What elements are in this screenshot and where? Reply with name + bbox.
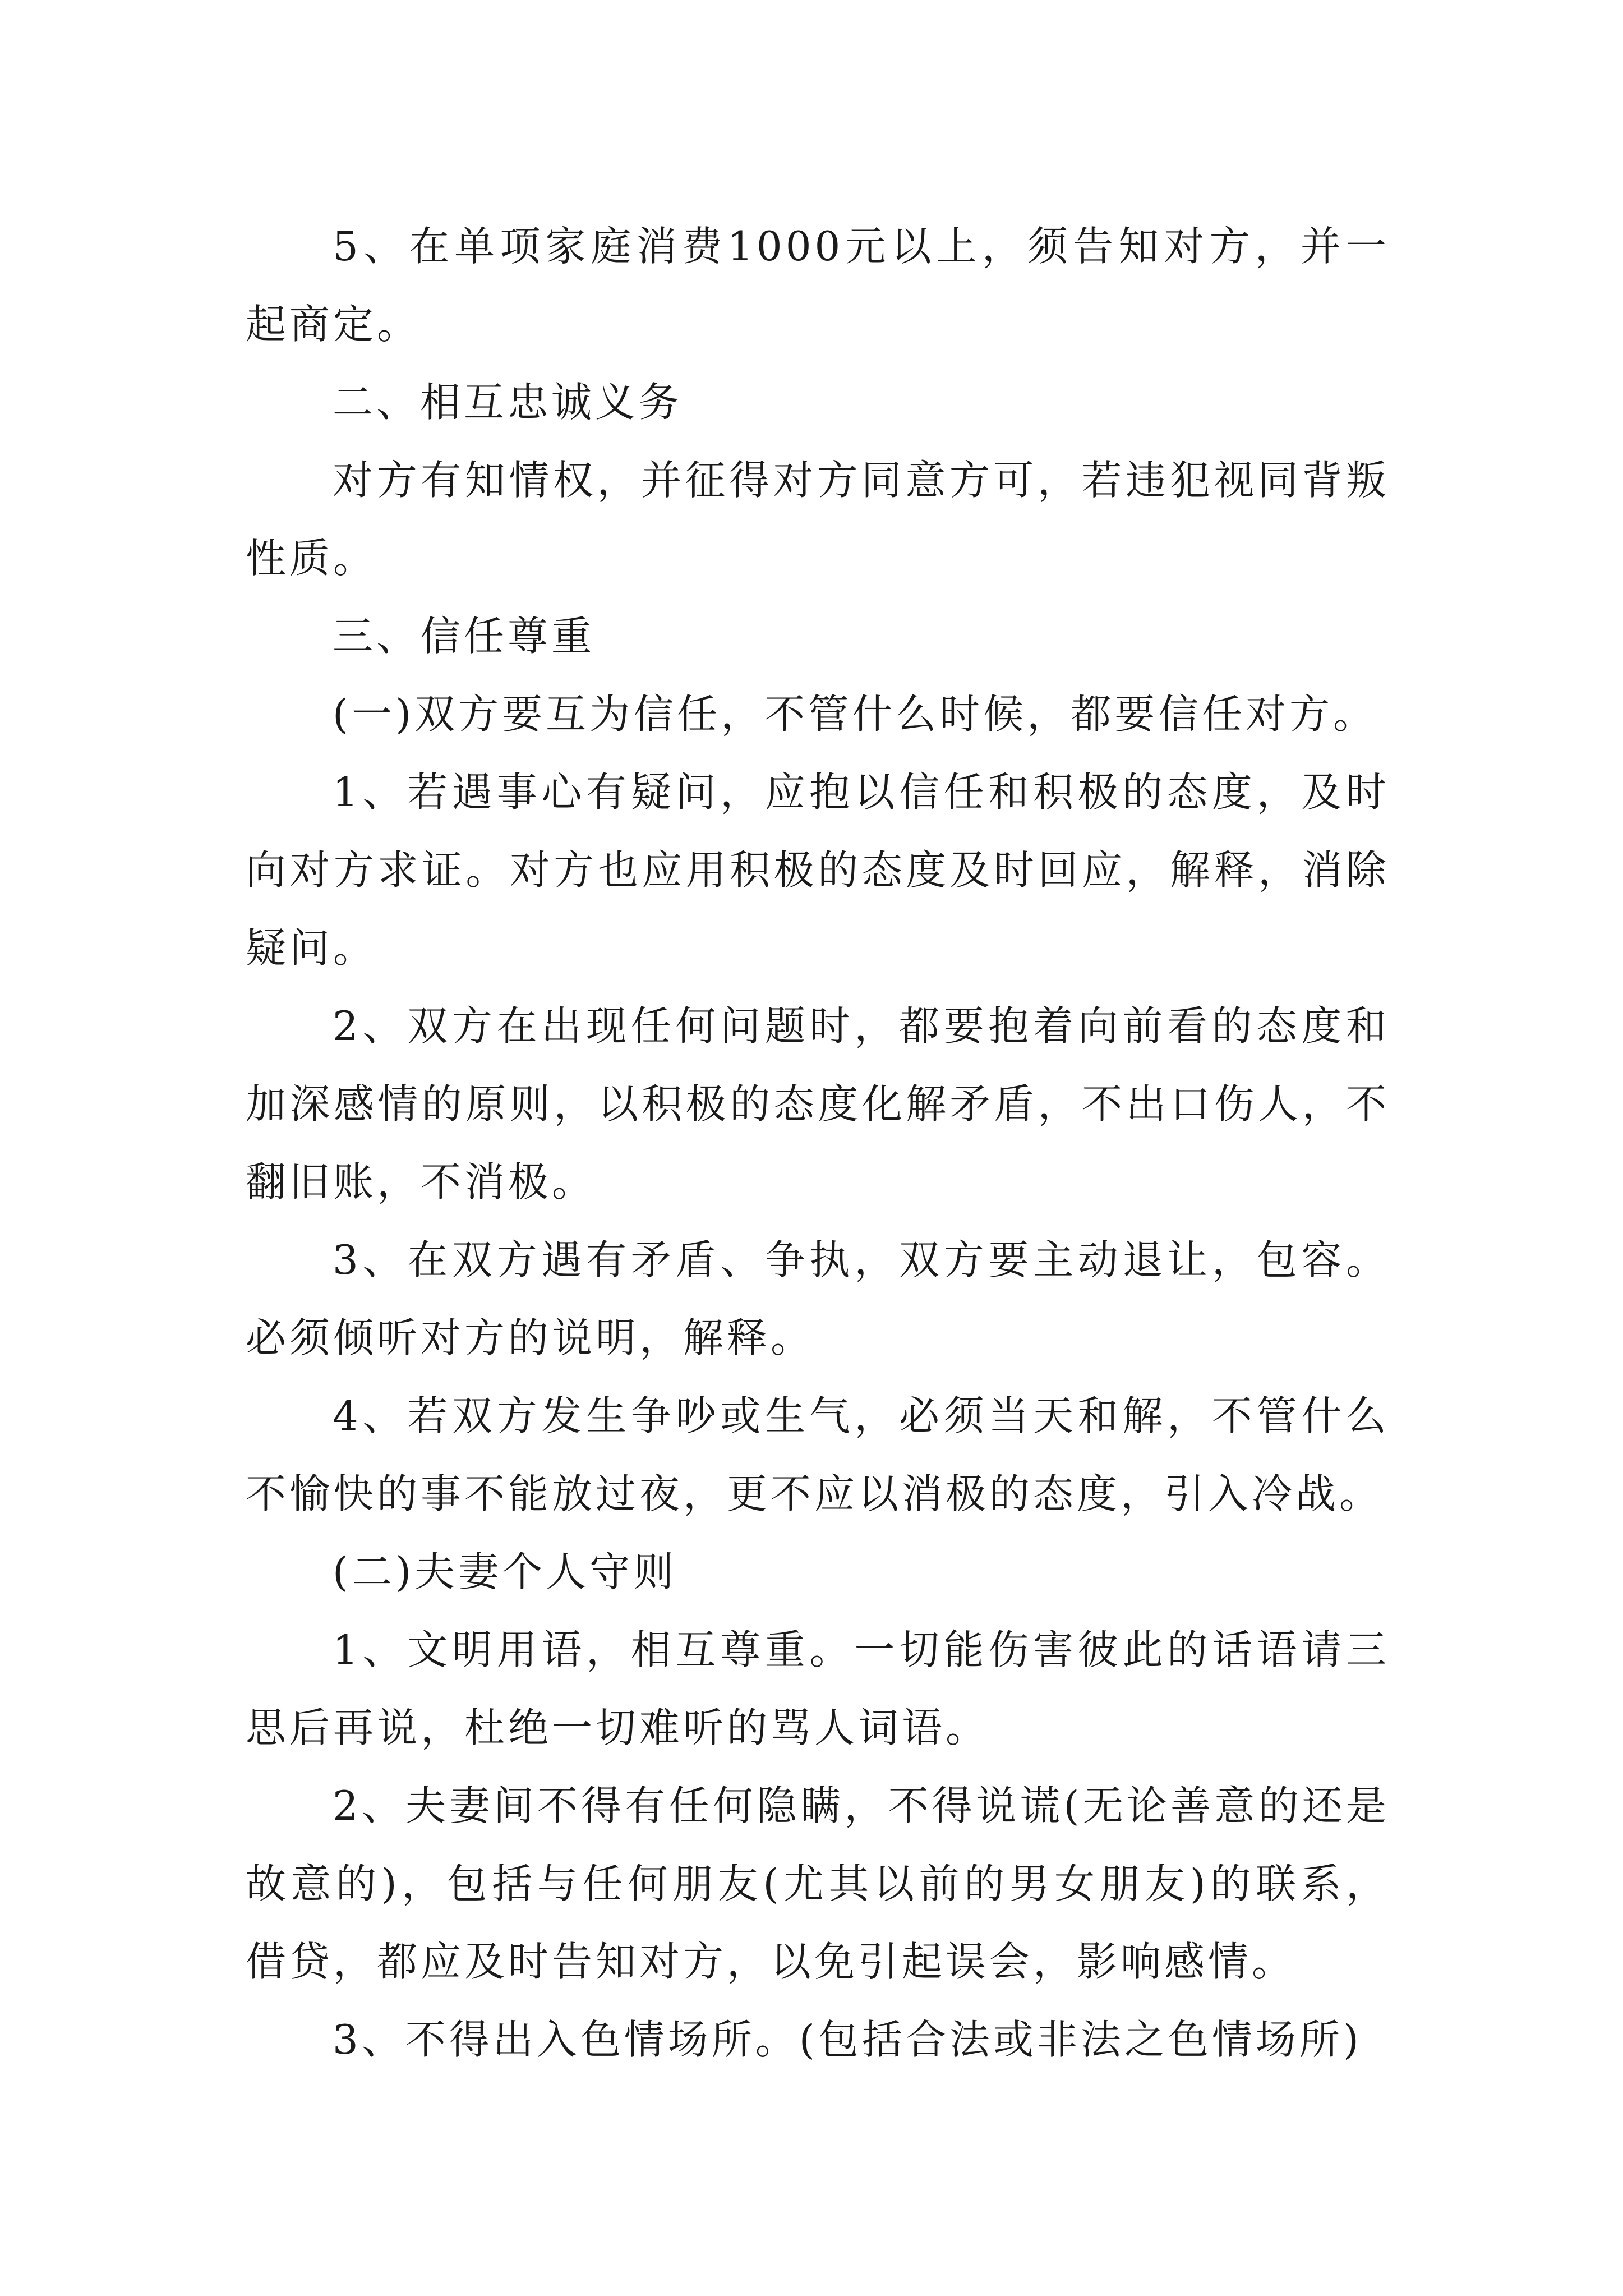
paragraph-rule-item-3: 3、不得出入色情场所。(包括合法或非法之色情场所) <box>333 2016 1362 2063</box>
paragraph-trust-item-2: 2、双方在出现任何问题时，都要抱着向前看的态度和加深感情的原则，以积极的态度化解矛盾，不出口伤人，不翻旧账，不消极。 <box>246 1002 1390 1205</box>
heading-loyalty-duty: 二、相互忠诚义务 <box>333 379 683 426</box>
paragraph-trust-item-3: 3、在双方遇有矛盾、争执，双方要主动退让，包容。必须倾听对方的说明，解释。 <box>246 1236 1390 1361</box>
paragraph-consumption-rule: 5、在单项家庭消费1000元以上，须告知对方，并一起商定。 <box>246 223 1390 348</box>
paragraph-trust-item-4: 4、若双方发生争吵或生气，必须当天和解，不管什么不愉快的事不能放过夜，更不应以消极的态度，引入冷战。 <box>246 1392 1390 1517</box>
paragraph-rule-item-2: 2、夫妻间不得有任何隐瞒，不得说谎(无论善意的还是故意的)，包括与任何朋友(尤其以前的男女朋友)的联系，借贷，都应及时告知对方，以免引起误会，影响感情。 <box>246 1782 1390 1985</box>
paragraph-trust-item-1: 1、若遇事心有疑问，应抱以信任和积极的态度，及时向对方求证。对方也应用积极的态度及时回应，解释，消除疑问。 <box>246 769 1390 972</box>
document-body <box>246 208 1390 2079</box>
paragraph-rule-item-1: 1、文明用语，相互尊重。一切能伤害彼此的话语请三思后再说，杜绝一切难听的骂人词语。 <box>246 1626 1390 1751</box>
paragraph-right-to-know: 对方有知情权，并征得对方同意方可，若违犯视同背叛性质。 <box>246 457 1390 582</box>
heading-trust-respect: 三、信任尊重 <box>333 613 596 660</box>
subheading-mutual-trust: (一)双方要互为信任，不管什么时候，都要信任对方。 <box>333 691 1377 738</box>
subheading-personal-rules: (二)夫妻个人守则 <box>333 1548 677 1595</box>
